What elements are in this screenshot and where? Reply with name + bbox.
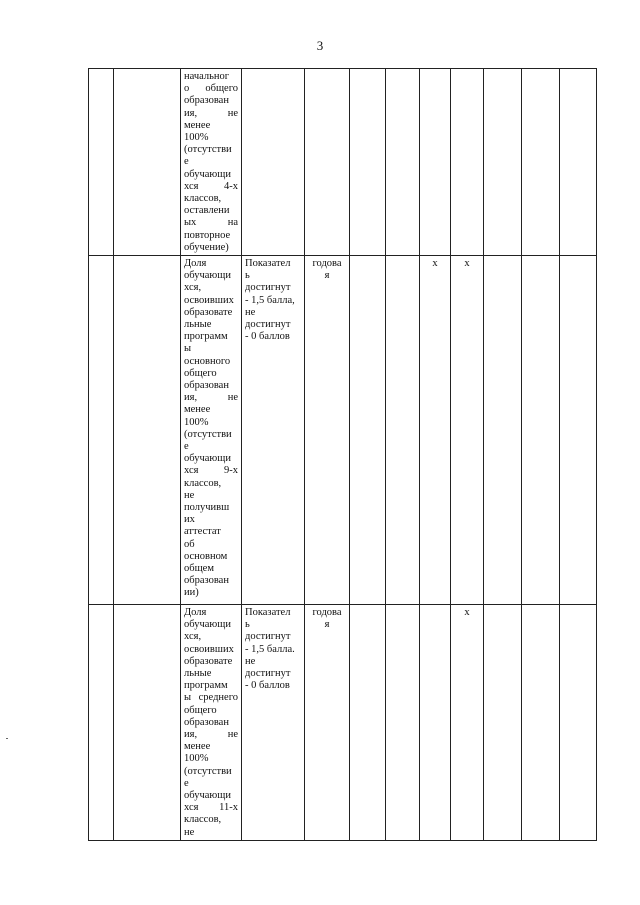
cell-text-line: получивш [184,502,230,514]
cell-text-line: я [324,619,330,631]
cell-text-line: начальног [184,71,230,82]
criteria-cell [242,605,305,841]
cell-text-line: Показател [245,607,291,618]
cell-text-line: обучающи [184,619,231,631]
empty-cell [560,605,597,841]
mark-x: х [464,258,470,269]
mark-x: х [464,607,470,618]
period-cell [305,605,350,841]
cell-text-line: е [184,441,189,453]
mark-cell [420,256,451,605]
cell-text-line: Доля [184,607,207,618]
mark-cell [420,69,451,256]
cell-text-line: образован [184,575,229,587]
mark-cell [451,605,484,841]
empty-cell [114,605,181,841]
cell-text-line: ия, не [184,729,238,741]
empty-cell [386,256,420,605]
cell-text-line: Показател [245,258,291,269]
cell-text-line: общего [184,367,217,379]
empty-cell [560,69,597,256]
period-cell [305,256,350,605]
mark-cell [451,69,484,256]
cell-text-line: не [184,826,195,838]
cell-text-line: аттестат [184,526,221,538]
empty-cell [350,256,386,605]
mark-cell [420,605,451,841]
empty-cell [386,69,420,256]
cell-text-line: Доля [184,258,207,269]
cell-text-line: хся, [184,282,202,294]
cell-text-line: - 1,5 балла, [245,294,295,306]
cell-text-line: е [184,156,189,168]
empty-cell [89,69,114,256]
empty-cell [386,605,420,841]
cell-text-line: ии) [184,587,199,599]
empty-cell [89,256,114,605]
document-table [88,68,597,841]
cell-text-line: обучение) [184,241,229,253]
indicator-cell [181,256,242,605]
cell-text-line: - 0 баллов [245,680,290,692]
cell-text-line: - 0 баллов [245,331,290,343]
table-row [89,256,597,605]
cell-text-line: хся 11-х [184,802,238,814]
cell-text-line: об [184,538,195,550]
page-number: 3 [316,38,324,53]
cell-text-line: обучающи [184,270,231,282]
table-row [89,605,597,841]
empty-cell [114,69,181,256]
indicator-cell [181,605,242,841]
scan-artifact-dot [6,738,8,739]
cell-text-line: ия, не [184,107,238,119]
cell-text-line: е [184,777,189,789]
cell-text-line: программ [184,680,228,692]
period-cell [305,69,350,256]
cell-text-line: (отсутстви [184,428,232,440]
cell-text-line: менее [184,404,211,416]
cell-text-line: оставлени [184,205,230,217]
mark-x: х [432,258,438,269]
cell-text-line: классов, [184,814,222,826]
cell-text-line: основном [184,550,228,562]
cell-text-line: их [184,514,195,526]
cell-text-line: достигнут [245,282,291,294]
cell-text-line: ы [184,343,192,355]
indicator-cell [181,69,242,256]
cell-text-line: достигнут [245,319,291,331]
empty-cell [484,605,522,841]
empty-cell [350,605,386,841]
cell-text-line: программ [184,331,228,343]
cell-text-line: общего [184,704,217,716]
cell-text-line: не [245,655,256,667]
cell-text-line: не [245,306,256,318]
cell-text-line: годова [312,258,342,269]
cell-text-line: хся, [184,631,202,643]
cell-text-line: 100% [184,753,209,765]
cell-text-line: менее [184,741,211,753]
cell-text-line: 100% [184,132,209,144]
cell-text-line: 100% [184,416,209,428]
cell-text-line: ия, не [184,392,238,404]
cell-text-line: ы среднего [184,692,238,704]
empty-cell [522,69,560,256]
cell-text-line: обучающи [184,168,231,180]
cell-text-line: образован [184,380,229,392]
empty-cell [522,605,560,841]
cell-text-line: - 1,5 балла. [245,643,295,655]
cell-text-line: ых на [184,217,238,229]
cell-text-line: хся 4-х [184,180,238,192]
cell-text-line: обучающи [184,453,231,465]
cell-text-line: образован [184,95,229,107]
cell-text-line: хся 9-х [184,465,238,477]
cell-text-line: повторное [184,229,231,241]
cell-text-line: образован [184,716,229,728]
empty-cell [560,256,597,605]
cell-text-line: льные [184,668,212,680]
criteria-cell [242,69,305,256]
cell-text-line: менее [184,119,211,131]
cell-text-line: о общего [184,83,238,95]
cell-text-line: (отсутстви [184,765,232,777]
cell-text-line: годова [312,607,342,618]
cell-text-line: классов, [184,477,222,489]
cell-text-line: ь [245,619,250,631]
cell-text-line: общем [184,563,214,575]
empty-cell [89,605,114,841]
empty-cell [350,69,386,256]
cell-text-line: образовате [184,655,233,667]
empty-cell [484,69,522,256]
criteria-cell [242,256,305,605]
cell-text-line: освоивших [184,643,234,655]
cell-text-line: ь [245,270,250,282]
cell-text-line: образовате [184,306,233,318]
table-row [89,69,597,256]
cell-text-line: достигнут [245,631,291,643]
cell-text-line: освоивших [184,294,234,306]
empty-cell [484,256,522,605]
empty-cell [522,256,560,605]
cell-text-line: льные [184,319,212,331]
cell-text-line: обучающи [184,790,231,802]
cell-text-line: достигнут [245,668,291,680]
mark-cell [451,256,484,605]
empty-cell [114,256,181,605]
cell-text-line: основного [184,355,231,367]
cell-text-line: я [324,270,330,282]
cell-text-line: не [184,489,195,501]
cell-text-line: классов, [184,193,222,205]
cell-text-line: (отсутстви [184,144,232,156]
